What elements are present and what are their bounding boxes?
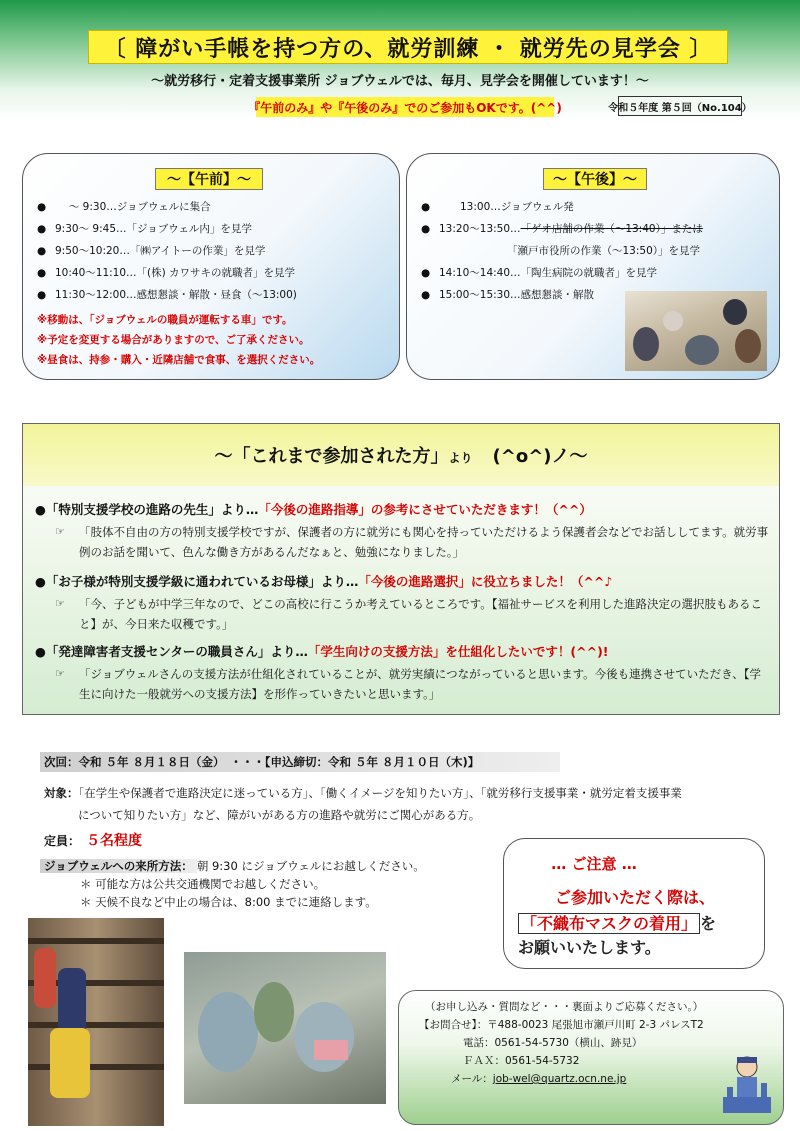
bullet-icon: ● (37, 223, 47, 235)
contact-address: 【お問合せ】：〒488-0023 尾張旭市瀬戸川町 2-3 パレスT2 (419, 1019, 704, 1031)
contact-fax: ＦＡＸ：0561-54-5732 (463, 1055, 580, 1067)
half-day-note: 『午前のみ』や『午後のみ』でのご参加もOKです。(^^) (256, 97, 554, 117)
am-item: ● ～ 9:30…ジョブウェルに集合 (37, 196, 297, 218)
am-item: ● 9:50～10:20…「㈱アイトーの作業」を見学 (37, 240, 297, 262)
am-item: ● 10:40～11:10…「(株) カワサキの就職者」を見学 (37, 262, 297, 284)
am-note: ※昼食は、持参・購入・近隣店舗で食事、を選択ください。 (37, 354, 321, 366)
am-item: ● 9:30～ 9:45…「ジョブウェル内」を見学 (37, 218, 297, 240)
mask-requirement: 「不織布マスクの着用」 (518, 913, 700, 934)
pm-photo (625, 291, 767, 371)
pm-item: ● 13:20～13:50…「ゲオ店舗の作業（～13:40）」または (421, 218, 703, 240)
bookstore-photo (28, 918, 164, 1126)
am-schedule-box (22, 153, 400, 380)
pointing-hand-icon: ☞ (55, 667, 65, 680)
caution-heading: … ご注意 … (551, 855, 637, 873)
pm-item-continued: 「瀬戸市役所の作業（～13:50）」を見学 (507, 245, 701, 257)
voices-title: ～「これまで参加された方」より (^o^)ノ～ (214, 446, 588, 467)
bullet-icon: ● (37, 267, 47, 279)
pm-item: ● 15:00～15:30…感想懇談・解散 (421, 284, 703, 306)
bullet-icon: ● (37, 201, 47, 213)
access-info: ジョブウェルへの来所方法： 朝 9:30 にジョブウェルにお越しください。 ＊ 可能な方は公共交通機関でお越しください。 ＊ 天候不良など中止の場合は、8:00 までに連絡します。 (40, 857, 425, 911)
pointing-hand-icon: ☞ (55, 525, 65, 538)
voice-comment: ☞ 「今、子どもが中学三年なので、どこの高校に行こうか考えているところです。【福祉サービスを利用した進路決定の選択肢もあること】が、今日来た収穫です。」 (35, 594, 770, 634)
bullet-icon: ● (37, 245, 47, 257)
contact-email-link[interactable]: job-wel@quartz.ocn.ne.jp (492, 1073, 627, 1085)
participant-voices (22, 423, 780, 715)
bullet-icon: ● (421, 267, 431, 279)
target-audience: 対象：「在学生や保護者で進路決定に迷っている方」、「働くイメージを知りたい方」、「就労移行支援事業・就労定着支援事業 について知りたい方」など、障がいがある方の進路や就労にご関心がある方。 (44, 786, 682, 822)
mascot-icon (719, 1053, 775, 1115)
contact-phone: 電話：0561-54-5730（横山、跡見） (463, 1037, 643, 1049)
voice-comment: ☞ 「ジョブウェルさんの支援方法が仕組化されていることが、就労実績につながっていると思います。今後も連携させていただき、【学生に向けた一般就労への支援方法】を形作っていきたいと思います。」 (35, 664, 770, 704)
am-heading: ～【午前】～ (155, 168, 263, 190)
page-title: 〔 障がい手帳を持つ方の、就労訓練 ・ 就労先の見学会 〕 (88, 30, 728, 64)
am-item: ● 11:30～12:00…感想懇談・解散・昼食（～13:00) (37, 284, 297, 306)
pm-heading: ～【午後】～ (543, 168, 647, 190)
voice-head: ●「発達障害者支援センターの職員さん」より…「学生向けの支援方法」を仕組化したいです！(^^)! (35, 644, 609, 659)
bullet-icon: ● (421, 289, 431, 301)
am-note: ※移動は、「ジョブウェルの職員が運転する車」です。 (37, 314, 293, 326)
next-session: 次回：令和 ５年 ８月１８日（金） ・・・【申込締切：令和 ５年 ８月１０日（木)】 (40, 752, 560, 772)
bullet-icon: ● (421, 201, 431, 213)
voice-entry (35, 572, 770, 634)
caution-box: … ご注意 … ご参加いただく際は、 「不織布マスクの着用」 を お願いいたします。 (503, 838, 765, 969)
voice-entry (35, 642, 770, 704)
am-schedule-list (37, 196, 297, 306)
pm-item: ● 13:00…ジョブウェル発 (421, 196, 703, 218)
capacity: 定員： ５名程度 (44, 833, 143, 849)
workshop-photo (184, 952, 386, 1104)
voice-comment: ☞ 「肢体不自由の方の特別支援学校ですが、保護者の方に就労にも関心を持っていただけるよう保護者会などでお話ししてます。就労事例のお話を聞いて、色んな働き方があるんだなぁと、勉強になりました。」 (35, 522, 770, 562)
cancelled-visit: 「ゲオ店舗の作業（～13:40）」または (520, 223, 703, 235)
pm-schedule-list (421, 196, 703, 306)
bullet-icon: ● (37, 289, 47, 301)
pm-item: ● 14:10～14:40…「陶生病院の就職者」を見学 (421, 262, 703, 284)
pm-schedule-box (406, 153, 780, 380)
contact-box: （お申し込み・質問など・・・裏面よりご応募ください。） 【お問合せ】：〒488-0023 尾張旭市瀬戸川町 2-3 パレスT2 電話：0561-54-5730（横山、跡見） ＦＡＸ：0561-54-5732 メール：job-wel@quartz.ocn.ne.jp (398, 990, 784, 1125)
am-note: ※予定を変更する場合がありますので、ご了承ください。 (37, 334, 310, 346)
page-subtitle: ～就労移行・定着支援事業所 ジョブウェルでは、毎月、見学会を開催しています！～ (151, 74, 649, 89)
voice-head: ●「お子様が特別支援学級に通われているお母様」より…「今後の進路選択」に役立ちました！（^^♪ (35, 574, 613, 589)
bullet-icon: ● (421, 223, 431, 235)
pointing-hand-icon: ☞ (55, 597, 65, 610)
voice-entry (35, 500, 770, 562)
am-notes (37, 310, 320, 370)
issue-badge: 令和５年度 第５回（No.104） (618, 96, 742, 116)
voice-head: ●「特別支援学校の進路の先生」より…「今後の進路指導」の参考にさせていただきます！（^^） (35, 502, 592, 517)
